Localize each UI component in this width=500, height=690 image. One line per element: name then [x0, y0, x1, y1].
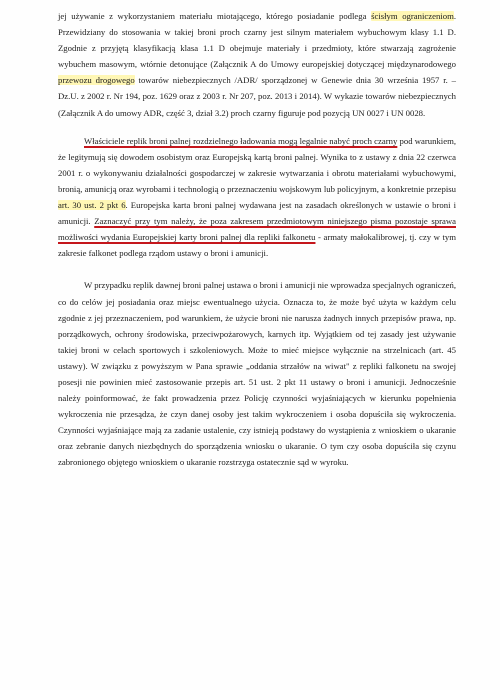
text-segment: . Europejska karta broni palnej wydawana jest na zasadach określonych w ustawie o broni i amunicji.: [58, 200, 457, 227]
text-segment: W przypadku replik dawnej broni palnej ustawa o broni i amunicji nie wprowadza specjalnych ograniczeń, co do celów jej posiadania oraz miejsc ewentualnego użycia. Oznacza to, że może być użyta w każdym celu zgodnie z jej przeznaczeniem, pod warunkiem, że użycie broni nie narusza żadnych innych przepisów prawa, np. porządkowych, ochrony środowiska, przeciwpożarowych, karnych itp. Wyjątkiem od tej zasady jest używanie takiej broni w celach sportowych i szkoleniowych. Może to mieć miejsce wyłącznie na strzelnicach (art. 45 ustawy). W związku z powyższym w Pana sprawie „oddania strzałów na wiwat" z repliki falkonetu na swojej posesji nie powinien mieć zastosowanie przepis art. 51 ust. 2 pkt 11 ustawy o broni i amunicji. Jednocześnie należy poinformować, że fakt prowadzenia przez Policję czynności wyjaśniających w kierunku popełnienia wykroczenia nie przesądza, że czyn danej osoby jest takim wykroczeniem i osoba dopuściła się wykroczenia. Czynności wyjaśniające mają za zadanie ustalenie, czy istnieją podstawy do wystąpienia z wnioskiem o ukaranie oraz zebranie danych niezbędnych do sporządzenia wniosku o ukaranie. O tym czy osoba dopuściła się czynu zabronionego objętego wnioskiem o ukaranie rozstrzyga ostatecznie sąd w wyroku.: [58, 280, 456, 468]
highlighted-text: przewozu drogowego: [58, 75, 135, 86]
text-segment: . Przewidziany do stosowania w takiej broni proch czarny jest silnym materiałem wybuchowym klasy 1.1 D. Zgodnie z przyjętą klasyfikacją klasa 1.1 D obejmuje materiały i przedmioty, które stwarzają zagrożenie wybuchem masowym, wtórnie detonujące (Załącznik A do Umowy europejskiej dotyczącej międzynarodowego: [58, 11, 456, 70]
text-segment: pod warunkiem, że legitymują się dowodem osobistym oraz Europejską kartą broni palnej. Wynika to z ustawy z dnia 22 czerwca 2001 r. o wykonywaniu działalności gospodarczej w zakresie wytwarzania i obrotu materiałami wybuchowymi, bronią, amunicją oraz wyrobami i technologią o przeznaczeniu wojskowym lub policyjnym, a konkretnie przepisu: [58, 135, 457, 194]
text-segment: jej używanie z wykorzystaniem materiału miotającego, którego posiadanie podlega: [58, 11, 372, 21]
red-underlined-text: Zaznaczyć przy tym należy, że poza zakresem przedmiotowym niniejszego pisma pozostaje sprawa możliwości wydania Europejskiej karty broni palnej dla repliki falkonetu: [58, 216, 456, 243]
paragraph-usage-restrictions: [58, 277, 456, 470]
text-segment: towarów niebezpiecznych /ADR/ sporządzonej w Genewie dnia 30 września 1957 r. – Dz.U. z 2002 r. Nr 194, poz. 1629 oraz z 2003 r. Nr 207, poz. 2013 i 2014). W wykazie towarów niebezpiecznych (Załącznik A do umowy ADR, część 3, dział 3.2) proch czarny figuruje pod pozycją UN 0027 i UN 0028.: [58, 75, 457, 118]
highlighted-text: art. 30 ust. 2 pkt 6: [58, 200, 126, 211]
paragraph-purchase-conditions: [58, 133, 456, 262]
red-underlined-text: Właściciele replik broni palnej rozdzielnego ładowania mogą legalnie nabyć proch czarny: [84, 135, 398, 146]
text-segment: - armaty małokalibrowej, tj. czy w tym zakresie falkonet podlega rządom ustawy o broni i amunicji.: [58, 232, 456, 259]
document-body: [58, 8, 456, 471]
paragraph-black-powder-classification: [58, 8, 456, 121]
highlighted-text: ścisłym ograniczeniom: [371, 11, 454, 21]
